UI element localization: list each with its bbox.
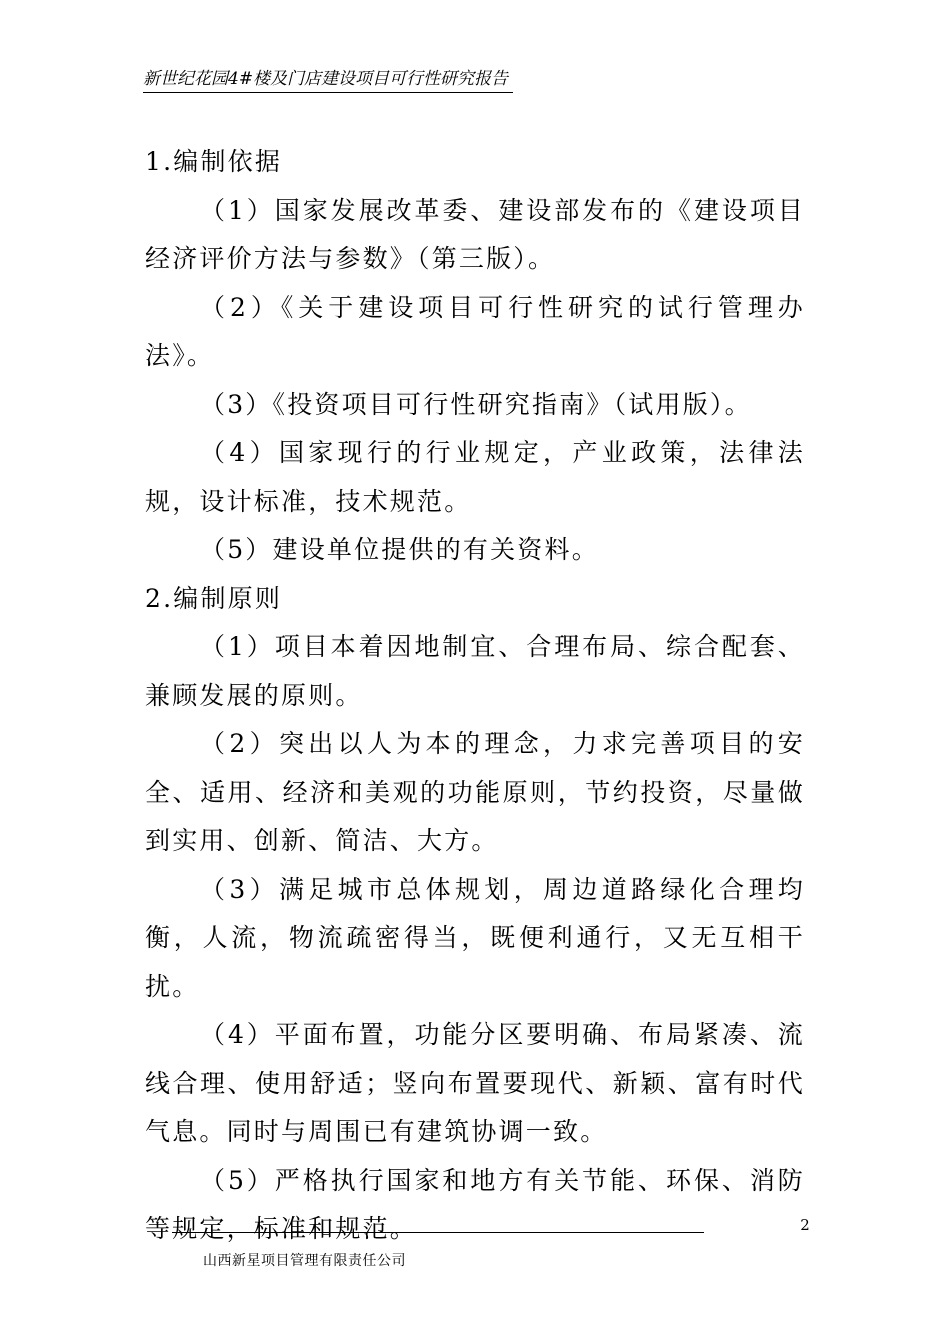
basis-item-5: （5）建设单位提供的有关资料。 bbox=[200, 535, 599, 564]
basis-item-1: （1）国家发展改革委、建设部发布的《建设项目经济评价方法与参数》（第三版）。 bbox=[145, 195, 805, 273]
principle-item-4: （4）平面布置，功能分区要明确、布局紧凑、流线合理、使用舒适；竖向布置要现代、新颖、富有时代气息。同时与周围已有建筑协调一致。 bbox=[145, 1020, 805, 1146]
principle-item-3: （3）满足城市总体规划，周边道路绿化合理均衡，人流，物流疏密得当，既便利通行，又无互相干扰。 bbox=[145, 874, 805, 1001]
header-underline bbox=[143, 92, 513, 93]
document-body bbox=[145, 138, 805, 1254]
basis-item-4: （4）国家现行的行业规定，产业政策，法律法规，设计标准，技术规范。 bbox=[145, 438, 805, 516]
section-heading-principles: 2.编制原则 bbox=[145, 583, 283, 613]
basis-item-2: （2）《关于建设项目可行性研究的试行管理办法》。 bbox=[145, 292, 805, 370]
footer-company-name: 山西新星项目管理有限责任公司 bbox=[203, 1253, 406, 1269]
basis-item-3: （3）《投资项目可行性研究指南》（试用版）。 bbox=[200, 389, 752, 419]
principle-item-2: （2）突出以人为本的理念，力求完善项目的安全、适用、经济和美观的功能原则，节约投资，尽量做到实用、创新、简洁、大方。 bbox=[145, 729, 805, 855]
footer-divider bbox=[172, 1232, 704, 1233]
principle-item-5: （5）严格执行国家和地方有关节能、环保、消防等规定，标准和规范。 bbox=[145, 1165, 805, 1243]
page-number: 2 bbox=[800, 1216, 810, 1234]
principle-item-1: （1）项目本着因地制宜、合理布局、综合配套、兼顾发展的原则。 bbox=[145, 632, 805, 710]
section-heading-basis: 1.编制依据 bbox=[145, 147, 283, 176]
running-header: 新世纪花园4#楼及门店建设项目可行性研究报告 bbox=[143, 69, 509, 89]
